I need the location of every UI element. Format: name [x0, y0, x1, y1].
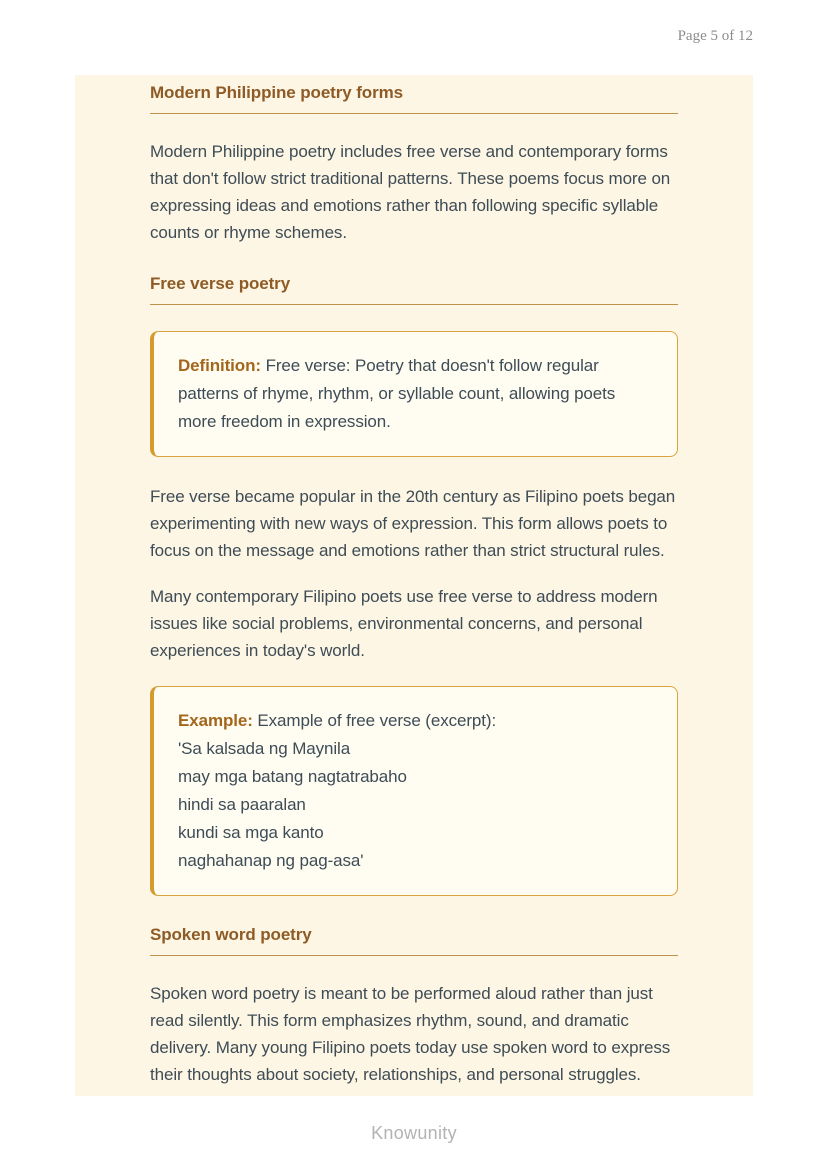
page-indicator: Page 5 of 12 [677, 28, 753, 44]
poem-line: hindi sa paaralan [178, 795, 306, 814]
poem-line: kundi sa mga kanto [178, 823, 324, 842]
example-intro-line [178, 707, 653, 735]
example-label: Example: [178, 711, 253, 730]
heading-divider [150, 304, 678, 305]
poem-line: 'Sa kalsada ng Maynila [178, 739, 351, 758]
document-content-card [75, 75, 753, 1096]
definition-callout-box [150, 331, 678, 457]
example-intro-text: Example of free verse (excerpt): [257, 711, 497, 730]
heading-divider [150, 113, 678, 114]
section-heading-spoken-word-poetry: Spoken word poetry [150, 925, 312, 944]
definition-label: Definition: [178, 356, 261, 375]
poem-line: naghahanap ng pag-asa' [178, 851, 364, 870]
poem-line: may mga batang nagtatrabaho [178, 767, 407, 786]
section-heading-modern-philippine-poetry-forms: Modern Philippine poetry forms [150, 83, 403, 102]
definition-text: Free verse: Poetry that doesn't follow regular patterns of rhyme, rhythm, or syllable count, allowing poets more freedom in expression. [178, 356, 616, 431]
section-heading-free-verse-poetry: Free verse poetry [150, 274, 291, 293]
example-callout-box [150, 686, 678, 896]
heading-divider [150, 955, 678, 956]
paragraph-spoken-word: Spoken word poetry is meant to be performed aloud rather than just read silently. This form emphasizes rhythm, sound, and dramatic delivery. Many young Filipino poets today use spoken word to express their thoughts about society, relationships, and personal struggles. [150, 984, 671, 1084]
paragraph-free-verse-contemporary: Many contemporary Filipino poets use free verse to address modern issues like social problems, environmental concerns, and personal experiences in today's world. [150, 587, 658, 660]
paragraph-free-verse-history: Free verse became popular in the 20th century as Filipino poets began experimenting with new ways of expression. This form allows poets to focus on the message and emotions rather than strict structural rules. [150, 487, 676, 560]
footer-brand: Knowunity [371, 1123, 457, 1143]
paragraph-modern-forms-intro: Modern Philippine poetry includes free verse and contemporary forms that don't follow strict traditional patterns. These poems focus more on expressing ideas and emotions rather than following specific syllable counts or rhyme schemes. [150, 142, 671, 242]
